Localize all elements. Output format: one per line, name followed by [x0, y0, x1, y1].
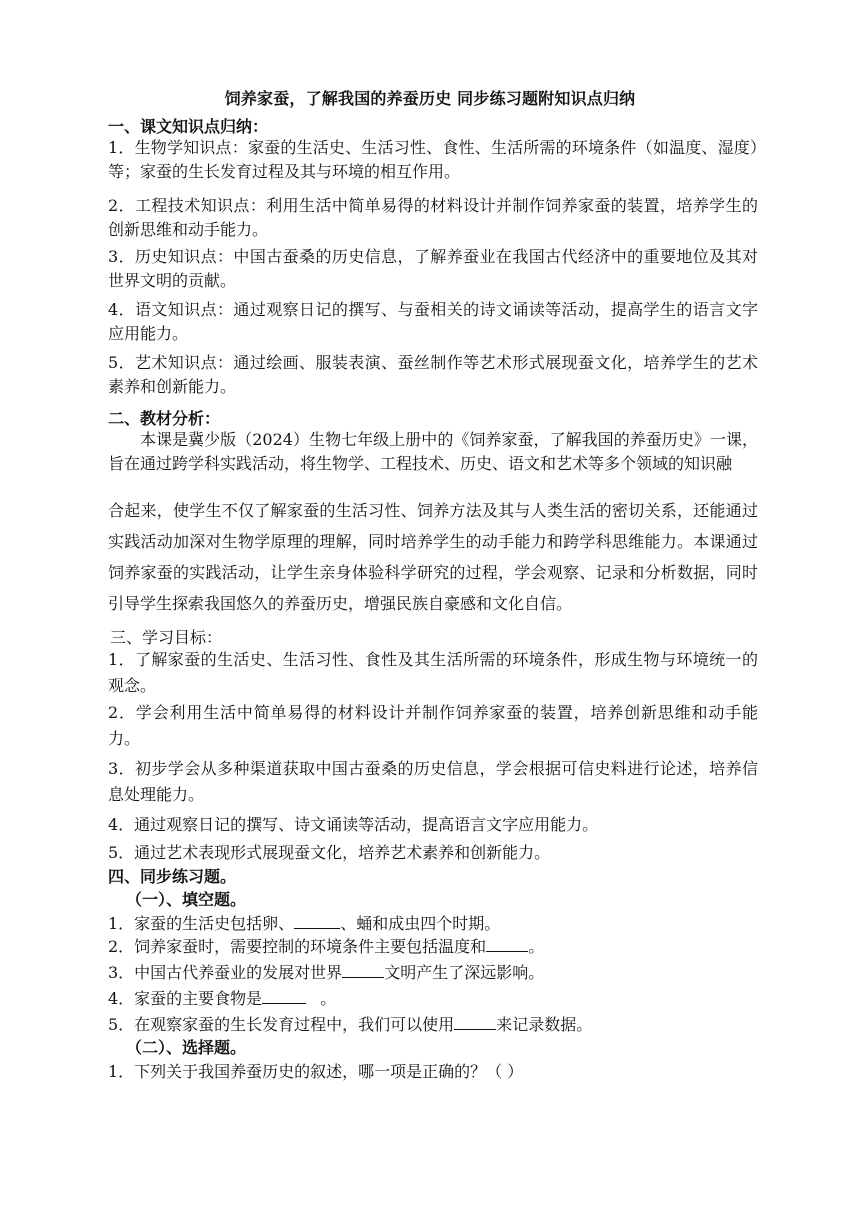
answer-blank[interactable] — [342, 962, 384, 978]
page-title: 饲养家蚕，了解我国的养蚕历史 同步练习题附知识点归纳 — [224, 89, 636, 108]
question-text: 文明产生了深远影响。 — [384, 963, 545, 982]
analysis-paragraph-2: 合起来，使学生不仅了解家蚕的生活习性、饲养方法及其与人类生活的密切关系，还能通过实践活动加深对生物学原理的理解，同时培养学生的动手能力和跨学科思维能力。本课通过饲养家蚕的实践活动，让学生亲身体验科学研究的过程，学会观察、记录和分析数据，同时引导学生探索我国悠久的养蚕历史，增强民族自豪感和文化自信。 — [108, 501, 758, 613]
fill-question-1 — [108, 911, 500, 934]
goal-item-1: 1．了解家蚕的生活史、生活习性、食性及其生活所需的环境条件，形成生物与环境统一的观念。 — [108, 650, 758, 695]
question-text: 2．饲养家蚕时，需要控制的环境条件主要包括温度和 — [108, 937, 487, 956]
analysis-paragraph-1: 本课是冀少版（2024）生物七年级上册中的《饲养家蚕，了解我国的养蚕历史》一课，旨在通过跨学科实践活动，将生物学、工程技术、历史、语文和艺术等多个领域的知识融 — [108, 430, 758, 473]
answer-blank[interactable] — [486, 936, 528, 952]
goal-item-2: 2．学会利用生活中简单易得的材料设计并制作饲养家蚕的装置，培养创新思维和动手能力。 — [108, 703, 758, 748]
choice-question-1: 1．下列关于我国养蚕历史的叙述，哪一项是正确的？（ ） — [108, 1062, 524, 1081]
question-text: 。 — [528, 937, 545, 956]
question-text: 5．在观察家蚕的生长发育过程中，我们可以使用 — [108, 1015, 455, 1034]
knowledge-item-1: 1．生物学知识点：家蚕的生活史、生活习性、食性、生活所需的环境条件（如温度、湿度）等；家蚕的生长发育过程及其与环境的相互作用。 — [108, 138, 758, 181]
goal-item-5: 5．通过艺术表现形式展现蚕文化，培养艺术素养和创新能力。 — [108, 843, 551, 862]
question-text: 。 — [320, 989, 337, 1008]
question-text: 、蛹和成虫四个时期。 — [340, 914, 501, 933]
choice-heading: （二）、选择题。 — [126, 1038, 247, 1057]
goal-item-3: 3．初步学会从多种渠道获取中国古蚕桑的历史信息，学会根据可信史料进行论述，培养信息处理能力。 — [108, 759, 758, 804]
question-text: 来记录数据。 — [496, 1015, 593, 1034]
answer-blank[interactable] — [262, 988, 306, 1004]
answer-blank[interactable] — [454, 1014, 496, 1030]
fill-question-2 — [108, 934, 544, 957]
section-heading-knowledge: 一、课文知识点归纳： — [108, 117, 269, 136]
question-text: 1．家蚕的生活史包括卵、 — [108, 914, 295, 933]
question-text: 3．中国古代养蚕业的发展对世界 — [108, 963, 343, 982]
question-text: 4．家蚕的主要食物是 — [108, 989, 263, 1008]
section-heading-exercises: 四、同步练习题。 — [108, 867, 237, 886]
fill-question-3 — [108, 960, 544, 983]
knowledge-item-5: 5．艺术知识点：通过绘画、服装表演、蚕丝制作等艺术形式展现蚕文化，培养学生的艺术素养和创新能力。 — [108, 353, 758, 396]
goal-item-4: 4．通过观察日记的撰写、诗文诵读等活动，提高语言文字应用能力。 — [108, 815, 599, 834]
fill-blank-heading: （一）、填空题。 — [126, 890, 247, 909]
knowledge-item-4: 4．语文知识点：通过观察日记的撰写、与蚕相关的诗文诵读等活动，提高学生的语言文字应用能力。 — [108, 300, 758, 343]
fill-question-5 — [108, 1012, 592, 1035]
knowledge-item-3: 3．历史知识点：中国古蚕桑的历史信息，了解养蚕业在我国古代经济中的重要地位及其对世界文明的贡献。 — [108, 247, 758, 290]
section-heading-goals: 三、学习目标： — [110, 628, 223, 647]
section-heading-analysis: 二、教材分析： — [108, 409, 221, 428]
answer-blank[interactable] — [294, 913, 340, 929]
knowledge-item-2: 2．工程技术知识点：利用生活中简单易得的材料设计并制作饲养家蚕的装置，培养学生的创新思维和动手能力。 — [108, 196, 758, 239]
fill-question-4 — [108, 986, 336, 1009]
